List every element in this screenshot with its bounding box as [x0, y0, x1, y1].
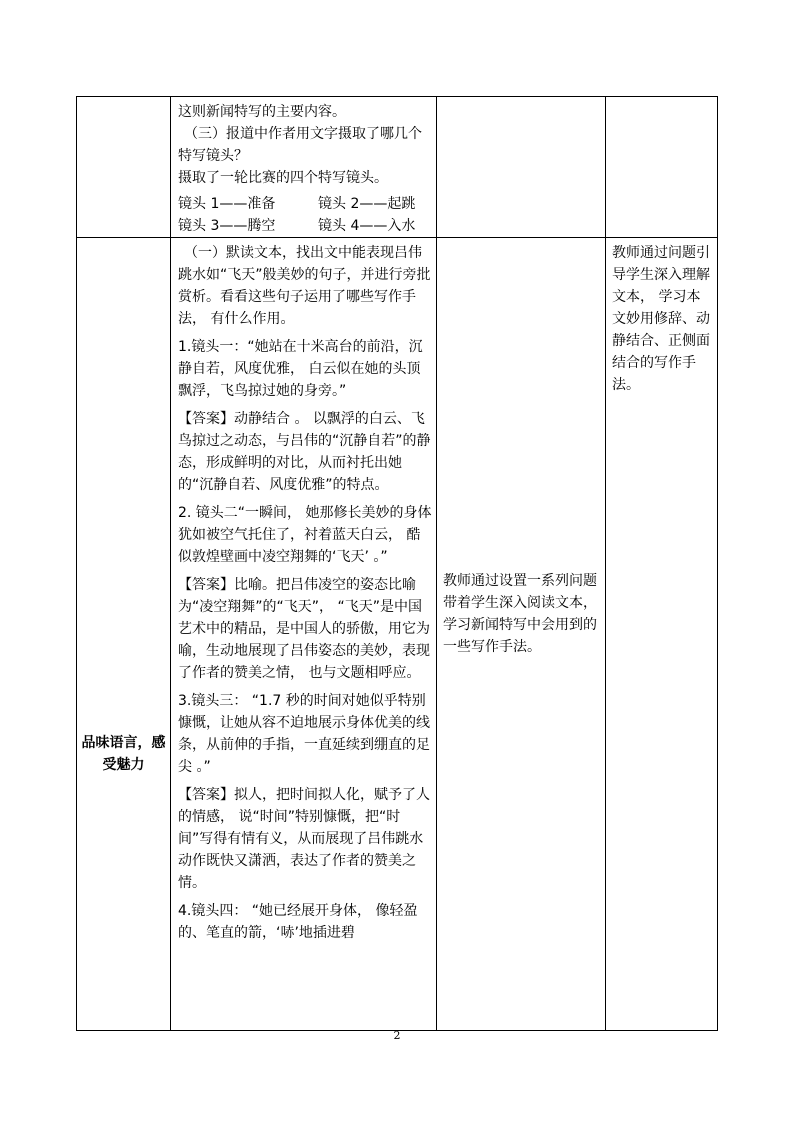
shot-item: 镜头 3——腾空: [178, 218, 276, 234]
shot-item: 镜头 2——起跳: [318, 196, 416, 212]
shot-row: [178, 215, 433, 237]
lesson-plan-table: [76, 96, 718, 1031]
content-paragraph: 2. 镜头二“一瞬间， 她那修长美妙的身体犹如被空气托住了，衬着蓝天白云， 酷似敦煌壁画中凌空翔舞的‘飞天’ 。”: [178, 505, 432, 565]
table-row: [77, 238, 718, 1031]
content-cell: [171, 238, 437, 1031]
page-number: 2: [393, 1029, 401, 1042]
design-cell-empty: [606, 97, 718, 238]
content-paragraph: 3.镜头三： “1.7 秒的时间对她似乎特别慷慨，让她从容不迫地展示身体优美的线条，从前伸的手指，一直延续到绷直的足尖 。”: [178, 693, 430, 775]
shot-item: 镜头 1——准备: [178, 196, 276, 212]
teacher-activity-cell: [437, 238, 606, 1031]
answer-paragraph: 【答案】比喻。把吕伟凌空的姿态比喻为“凌空翔舞”的“飞天”， “飞天”是中国艺术中的精品，是中国人的骄傲，用它为喻，生动地展现了吕伟姿态的美妙，表现了作者的赞美之情， 也与文题相呼应。: [178, 577, 430, 681]
teacher-cell-empty: [437, 97, 606, 238]
design-intent-text: 教师通过问题引导学生深入理解文本， 学习本文妙用修辞、动静结合、正侧面结合的写作手法。: [612, 245, 710, 393]
stage-title: 品味语言，感受魅力: [81, 735, 166, 773]
table-row: [77, 97, 718, 238]
stage-cell-empty: [77, 97, 171, 238]
teacher-activity-text: 教师通过设置一系列问题带着学生深入阅读文本，学习新闻特写中会用到的一些写作手法。: [443, 573, 597, 655]
content-paragraph: 4.镜头四： “她已经展开身体， 像轻盈的、笔直的箭，‘哧’地插进碧: [178, 903, 418, 941]
content-cell: [171, 97, 437, 238]
stage-cell: [77, 238, 171, 1031]
shot-item: 镜头 4——入水: [318, 218, 416, 234]
content-line: 这则新闻特写的主要内容。: [178, 104, 346, 120]
content-paragraph: （一）默读文本，找出文中能表现吕伟跳水如“飞天”般美妙的句子，并进行旁批赏析。看看这些句子运用了哪些写作手法， 有什么作用。: [178, 245, 431, 327]
content-line: （三）报道中作者用文字摄取了哪几个特写镜头？: [178, 126, 422, 164]
design-intent-cell: [606, 238, 718, 1031]
answer-paragraph: 【答案】动静结合 。 以飘浮的白云、飞鸟掠过之动态，与吕伟的“沉静自若”的静态，形成鲜明的对比，从而衬托出她的“沉静自若、风度优雅”的特点。: [178, 411, 431, 493]
content-line: 摄取了一轮比赛的四个特写镜头。: [178, 170, 388, 186]
shot-row: [178, 193, 433, 215]
content-paragraph: 1.镜头一：“她站在十米高台的前沿，沉静自若，风度优雅， 白云似在她的头顶飘浮，飞鸟掠过她的身旁。”: [178, 339, 423, 399]
answer-paragraph: 【答案】拟人，把时间拟人化，赋予了人的情感， 说“时间”特别慷慨，把“时间”写得有情有义，从而展现了吕伟跳水动作既快又潇洒，表达了作者的赞美之情。: [178, 787, 430, 891]
